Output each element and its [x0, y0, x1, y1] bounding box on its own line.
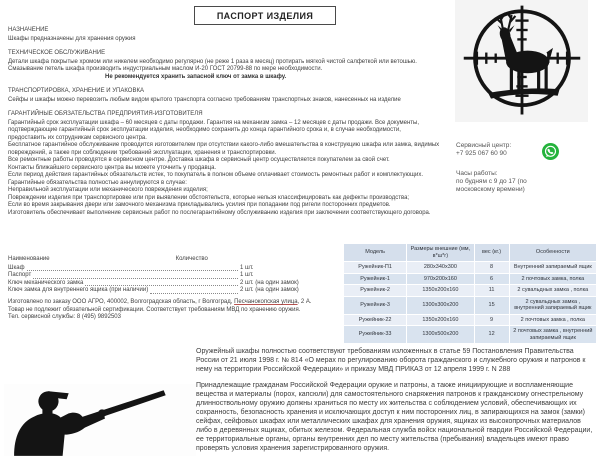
- table-row: Ружейник-22 1350х200х160 9 2 почтовых замка , полка: [344, 315, 596, 326]
- col-model: Модель: [344, 244, 406, 261]
- section-text: Неправильной эксплуатации или механического повреждения изделия;: [8, 187, 208, 193]
- hunter-image: [4, 384, 196, 456]
- section-text: Все ремонтные работы проводятся в сервисном центре. Доставка шкафа в сервисный центр осуществляется покупателем за свой счет.: [8, 157, 390, 163]
- list-item: Паспорт 1 шт.: [8, 272, 254, 278]
- list-item: Ключ замка для внутреннего ящика (при наличии) 2 шт. (на один замок): [8, 287, 299, 293]
- legal-paragraph-regulation: Оружейный шкафы полностью соответствуют требованиям изложенных в статье 59 Постановления Правительства России от 21 июля 1998 г. № 814 «О мерах по регулированию оборота гражданского и служебного оружия и патронов к нему на территории Российской Федерации» и приказу МВД ПРИКАЗ от 12 апреля 1999 г. N 288: [196, 348, 586, 373]
- section-text: Гарантийный срок эксплуатации шкафа – 60 месяцев с даты продажи. Гарантия на механизм замка – 12 месяцев с даты продажи. Все документы, подтверждающие гарантийный срок эксплуатации изделия, необходимо сохранить до конца гарантийного срока и, в случае необходимости, предоставить их сотрудникам сервисного центра.: [8, 119, 420, 141]
- deer-crosshair-icon: [460, 3, 584, 119]
- service-center-phone: +7 925 067 60 90: [456, 150, 507, 157]
- section-heading: ТРАНСПОРТИРОВКА, ХРАНЕНИЕ И УПАКОВКА: [8, 88, 144, 94]
- section-heading: ГАРАНТИЙНЫЕ ОБЯЗАТЕЛЬСТВА ПРЕДПРИЯТИЯ-ИЗГОТОВИТЕЛЯ: [8, 111, 203, 117]
- main-text-column: [8, 27, 440, 224]
- section-text: Контакты ближайшего сервисного центра вы можете уточнить у продавца.: [8, 164, 217, 171]
- models-table: [343, 243, 597, 344]
- dotted-leader: [33, 278, 238, 279]
- hours-label: Часы работы:: [456, 170, 498, 177]
- manufacturer-block: [8, 299, 344, 322]
- legal-text: [196, 347, 597, 457]
- list-item: Шкаф 1 шт.: [8, 264, 254, 271]
- dotted-leader: [85, 285, 238, 286]
- section-text: Бесплатное гарантийное обслуживание проводится изготовителем при отсутствии какого-либо вмешательства в конструкцию шкафа или замка, видимых повреждений, а также при соблюдении требований эксплуатации, хранения и транспортировки.: [8, 142, 440, 156]
- col-weight: вес (кг.): [475, 244, 509, 261]
- section-transport: [8, 88, 440, 104]
- whatsapp-icon[interactable]: [542, 143, 559, 160]
- table-header-row: [344, 244, 596, 261]
- section-text: Изготовитель обеспечивает выполнение сервисных работ по послегарантийному обслуживанию изделия при заключении соответствующего договора.: [8, 209, 431, 216]
- service-center-block: [456, 142, 594, 194]
- section-text: Гарантийные обязательства полностью аннулируются в случае:: [8, 179, 187, 186]
- service-phone-line: Тел. сервисной службы: 8 (495) 9892503: [8, 314, 121, 320]
- section-text: Если период действия гарантийных обязательств истек, то покупатель в полном объеме оплачивает стоимость ремонтных работ и комплектующих.: [8, 172, 424, 178]
- hunter-silhouette-icon: [4, 384, 196, 456]
- section-text: Если во время закрывания двери или замочного механизма прикладывались усилия при попадании под ригели посторонних предметов.: [8, 202, 391, 208]
- col-features: Особенности: [510, 244, 596, 261]
- service-center-label: Сервисный центр:: [456, 142, 512, 149]
- list-item: Ключ механического замка 2 шт. (на один замок): [8, 279, 299, 286]
- components-list: [8, 256, 332, 295]
- address-link[interactable]: Песчанокопская улица: [234, 299, 298, 305]
- components-col-qty: Количество: [175, 256, 208, 262]
- legal-paragraph-storage: Принадлежащие гражданам Российской Федерации оружие и патроны, а также инициирующие и воспламеняющие вещества и материалы (порох, капсюли) для самостоятельного снаряжения патронов к гражданскому огнестрельному длинноствольному оружию должны храниться по месту их жительства с соблюдением условий, обеспечивающих их сохранность, безопасность хранения и исключающих доступ к ним посторонних лиц, в запирающихся на замок (замки) сейфах, сейфовых шкафах или металлических шкафах для хранения оружия, ящиках из высокопрочных материалов либо в деревянных ящиках, обитых железом. Федеральная служба войск национальной гвардии Российской Федерации, ее территориальные органы, органы внутренних дел по месту жительства (пребывания) владельцев имеют право проверять условия хранения зарегистрированного оружия.: [196, 382, 593, 452]
- section-warranty: [8, 111, 440, 217]
- table-row: Ружейник-3 1300х300х200 15 2 сувальдных замка , внутренний запираемый ящик: [344, 297, 596, 314]
- section-purpose: [8, 27, 440, 43]
- section-maintenance: [8, 50, 440, 81]
- warning-note: Не рекомендуется хранить запасной ключ от замка в шкафу.: [105, 73, 287, 80]
- table-row: Ружейник-П1 280х340х300 8 Внутренний запираемый ящик: [344, 262, 596, 273]
- page-title: ПАСПОРТ ИЗДЕЛИЯ: [194, 6, 336, 25]
- section-text: Смазывание петель шкафа производить индустриальным маслом И-20 ГОСТ 20799-88 по мере необходимости.: [8, 66, 323, 72]
- col-dimensions: Размеры внешние (мм, в*ш*г): [407, 244, 473, 261]
- brand-logo: [455, 0, 588, 122]
- table-row: Ружейник-33 1300х500х200 12 2 почтовых замка , внутренний запираемый ящик: [344, 326, 596, 343]
- section-text: Детали шкафа покрытые хромом или никелем необходимо регулярно (не реже 1 раза в месяц) протирать мягкой чистой салфеткой или ветошью.: [8, 58, 417, 65]
- table-row: Ружейник-2 1350х200х160 11 2 сувальдных замка , полка: [344, 285, 596, 296]
- manufacturer-address: Изготовлено по заказу ООО АГРО, 400002, Волгоградская область, г Волгоград, Песчанокопская улица, 2 А.: [8, 299, 312, 305]
- hours-value: по будням с 9 до 17 (по московскому времени): [456, 178, 527, 193]
- section-text: Повреждении изделия при транспортировке или при выявлении обстоятельств, которые нельзя классифицировать как дефекты производства;: [8, 194, 410, 201]
- section-text: Шкафы предназначены для хранения оружия: [8, 35, 136, 42]
- certification-note: Товар не подлежит обязательной сертификации. Соответствует требованиям МВД по хранению оружия.: [8, 306, 301, 313]
- section-heading: НАЗНАЧЕНИЕ: [8, 27, 49, 33]
- section-text: Сейфы и шкафы можно перевозить любым видом крытого транспорта согласно требованиям транспортных знаков, нанесенных на изделие: [8, 96, 401, 103]
- dotted-leader: [150, 293, 238, 294]
- components-col-name: Наименование: [8, 256, 50, 262]
- section-heading: ТЕХНИЧЕСКОЕ ОБСЛУЖИВАНИЕ: [8, 50, 106, 56]
- dotted-leader: [27, 270, 238, 271]
- table-row: Ружейник-1 970х200х160 6 2 почтовых замка, полка: [344, 274, 596, 285]
